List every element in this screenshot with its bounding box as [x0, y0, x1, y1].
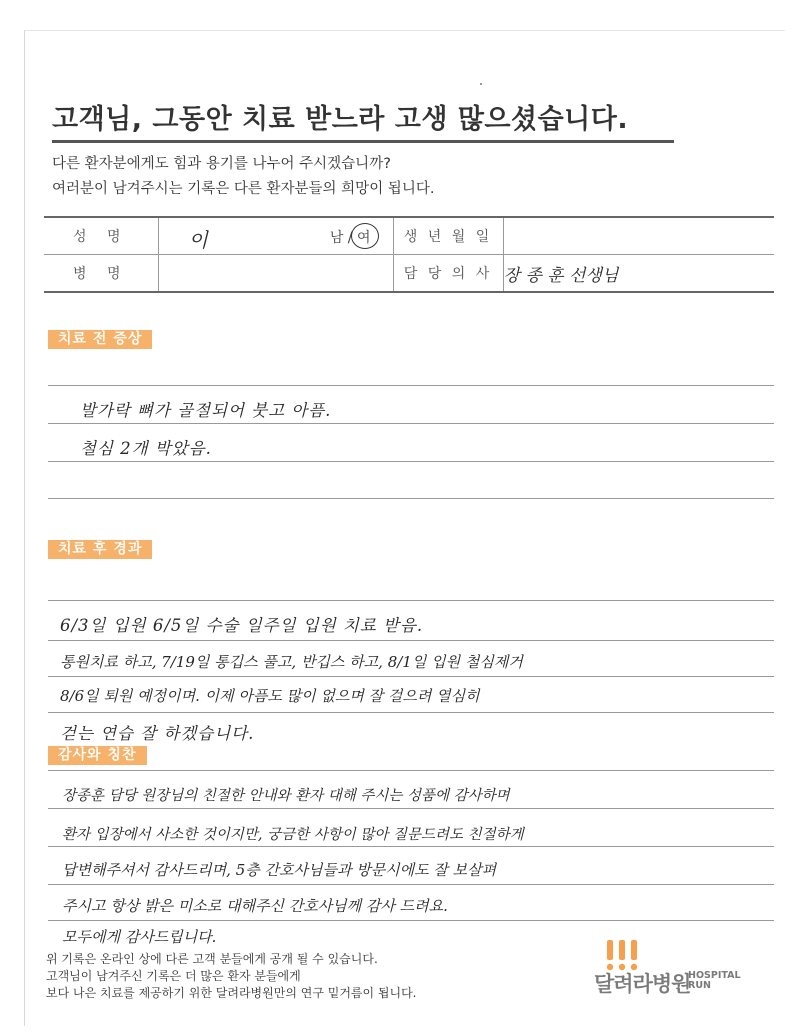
hospital-logo [592, 940, 762, 1000]
writing-rule [48, 920, 774, 921]
after-treatment-label: 치료 후 경과 [48, 540, 152, 559]
doctor-label: 담 당 의 사 [393, 255, 503, 293]
writing-rule [48, 808, 774, 809]
writing-rule [48, 712, 774, 713]
thanks-label: 감사와 칭찬 [48, 746, 147, 765]
writing-rule [48, 498, 774, 499]
subtitle-line-1: 다른 환자분에게도 힘과 용기를 나누어 주시겠습니까? [52, 156, 391, 172]
writing-rule [48, 640, 774, 641]
before-line-2: 철심 2개 박았음. [80, 439, 212, 458]
name-label: 성 명 [44, 217, 158, 255]
footer-line-1: 위 기록은 온라인 상에 다른 고객 분들에게 공개 될 수 있습니다. [46, 952, 378, 966]
name-value: 이 [188, 228, 208, 252]
birth-label: 생 년 월 일 [393, 217, 503, 255]
birth-field[interactable] [503, 217, 774, 255]
disease-field[interactable] [158, 255, 393, 293]
writing-rule [48, 676, 774, 677]
thanks-line-1: 장종훈 담당 원장님의 친절한 안내와 환자 대해 주시는 성품에 감사하며 [62, 788, 510, 804]
writing-rule [48, 423, 774, 424]
sex-options: 남 / 여 [329, 230, 371, 246]
sex-selection-circle [351, 223, 379, 249]
writing-rule [48, 846, 774, 847]
logo-english: HOSPITAL RUN [688, 970, 741, 991]
thanks-line-2: 환자 입장에서 사소한 것이지만, 궁금한 사항이 많아 질문드려도 친절하게 [62, 827, 524, 843]
thanks-line-3: 답변해주셔서 감사드리며, 5층 간호사님들과 방문시에도 잘 보살펴 [62, 861, 497, 879]
subtitle-line-2: 여러분이 남겨주시는 기록은 다른 환자분들의 희망이 됩니다. [52, 181, 435, 197]
before-treatment-label: 치료 전 증상 [48, 330, 152, 349]
doctor-field[interactable]: 장 종 훈 선생님 [503, 255, 774, 293]
after-line-3: 8/6일 퇴원 예정이며. 이제 아픔도 많이 없으며 잘 걸으려 열심히 [60, 687, 480, 705]
writing-rule [48, 385, 774, 386]
patient-info-table [44, 216, 774, 293]
after-line-4: 걷는 연습 잘 하겠습니다. [60, 724, 255, 743]
writing-rule [48, 770, 774, 771]
thanks-line-5: 모두에게 감사드립니다. [62, 928, 217, 946]
form-title: 고객님, 그동안 치료 받느라 고생 많으셨습니다. [52, 97, 674, 143]
thanks-line-4: 주시고 항상 밝은 미소로 대해주신 간호사님께 감사 드려요. [62, 897, 448, 915]
footer-line-2: 고객님이 남겨주신 기록은 더 많은 환자 분들에게 [46, 969, 301, 983]
footer-line-3: 보다 나은 치료를 제공하기 위한 달려라병원만의 연구 밑거름이 됩니다. [46, 986, 417, 1000]
disease-label: 병 명 [44, 255, 158, 293]
writing-rule [48, 884, 774, 885]
writing-rule [48, 600, 774, 601]
after-line-1: 6/3일 입원 6/5일 수술 일주일 입원 치료 받음. [60, 616, 424, 635]
after-line-2: 통원치료 하고, 7/19일 통깁스 풀고, 반깁스 하고, 8/1일 입원 철심제거 [60, 653, 523, 671]
logo-name: 달려라병원 [594, 972, 691, 996]
writing-rule [48, 461, 774, 462]
before-line-1: 발가락 뼈가 골절되어 붓고 아픔. [80, 401, 332, 420]
scan-speck [480, 83, 482, 85]
name-field[interactable] [158, 217, 393, 255]
